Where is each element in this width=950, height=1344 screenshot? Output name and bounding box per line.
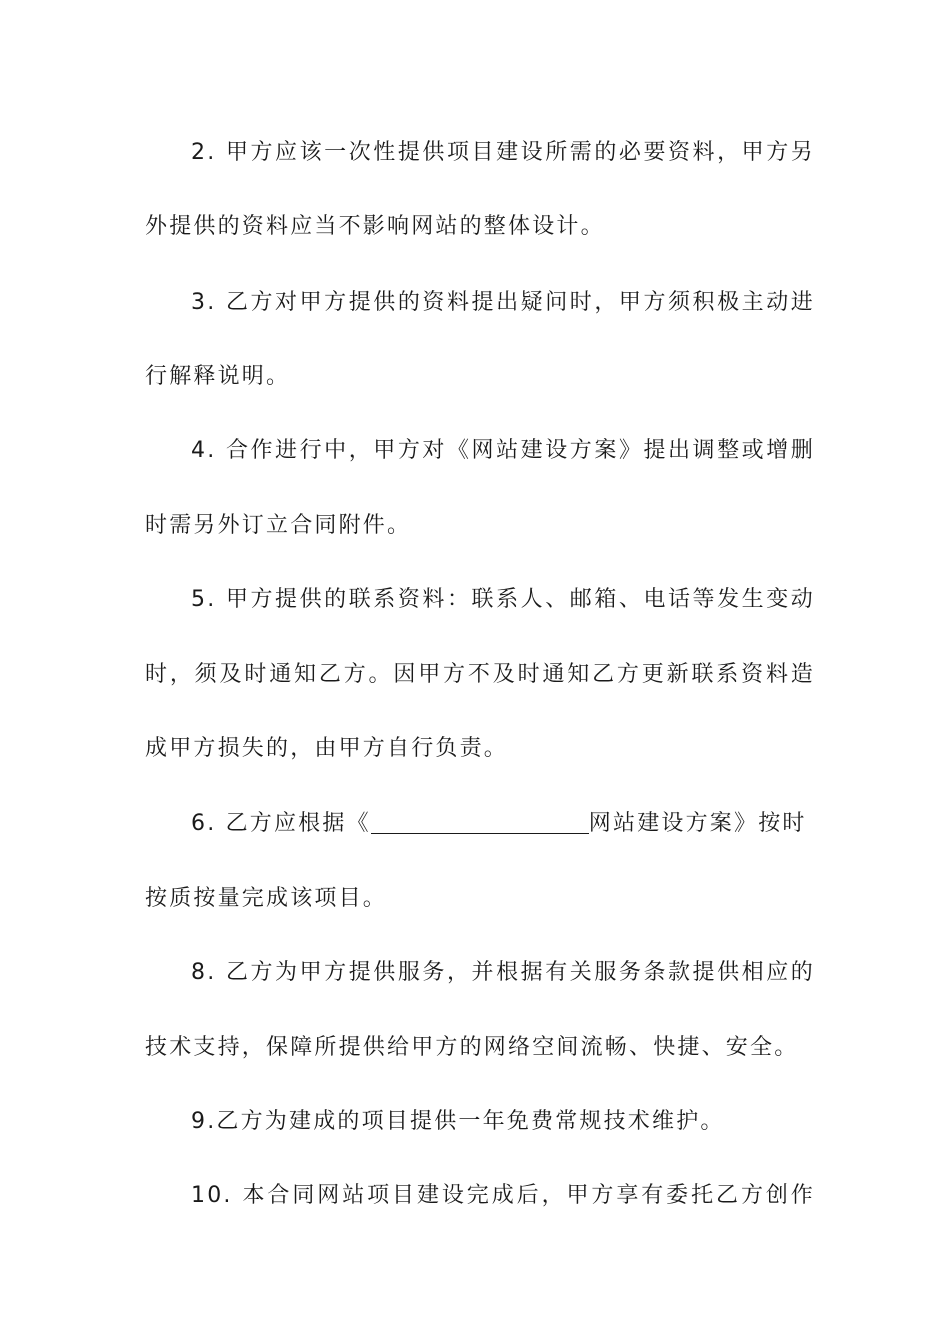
clause-5-line-3: 成甲方损失的，由甲方自行负责。 [145,736,509,761]
clause-10-line-1: 10. 本合同网站项目建设完成后，甲方享有委托乙方创作 [191,1183,815,1208]
clause-9-line-1: 9.乙方为建成的项目提供一年免费常规技术维护。 [191,1109,725,1134]
clause-8-line-2: 技术支持，保障所提供给甲方的网络空间流畅、快捷、安全。 [145,1035,799,1060]
clause-4-line-2: 时需另外订立合同附件。 [145,513,412,538]
clause-5-line-1: 5. 甲方提供的联系资料：联系人、邮箱、电话等发生变动 [191,587,815,612]
clause-6-prefix: 6. 乙方应根据《 [191,811,371,836]
clause-2-line-1: 2. 甲方应该一次性提供项目建设所需的必要资料，甲方另 [191,140,815,165]
clause-5-line-2: 时，须及时通知乙方。因甲方不及时通知乙方更新联系资料造 [145,662,815,687]
clause-6-suffix: 网站建设方案》按时 [588,811,807,836]
clause-2-line-2: 外提供的资料应当不影响网站的整体设计。 [145,214,605,239]
clause-3-line-2: 行解释说明。 [145,364,291,389]
clause-3-line-1: 3. 乙方对甲方提供的资料提出疑问时，甲方须积极主动进 [191,290,815,315]
clause-4-line-1: 4. 合作进行中，甲方对《网站建设方案》提出调整或增删 [191,438,815,463]
fill-in-blank [371,811,589,834]
clause-6-line-2: 按质按量完成该项目。 [145,886,388,911]
clause-6-line-1 [191,809,815,839]
clause-8-line-1: 8. 乙方为甲方提供服务，并根据有关服务条款提供相应的 [191,960,815,985]
